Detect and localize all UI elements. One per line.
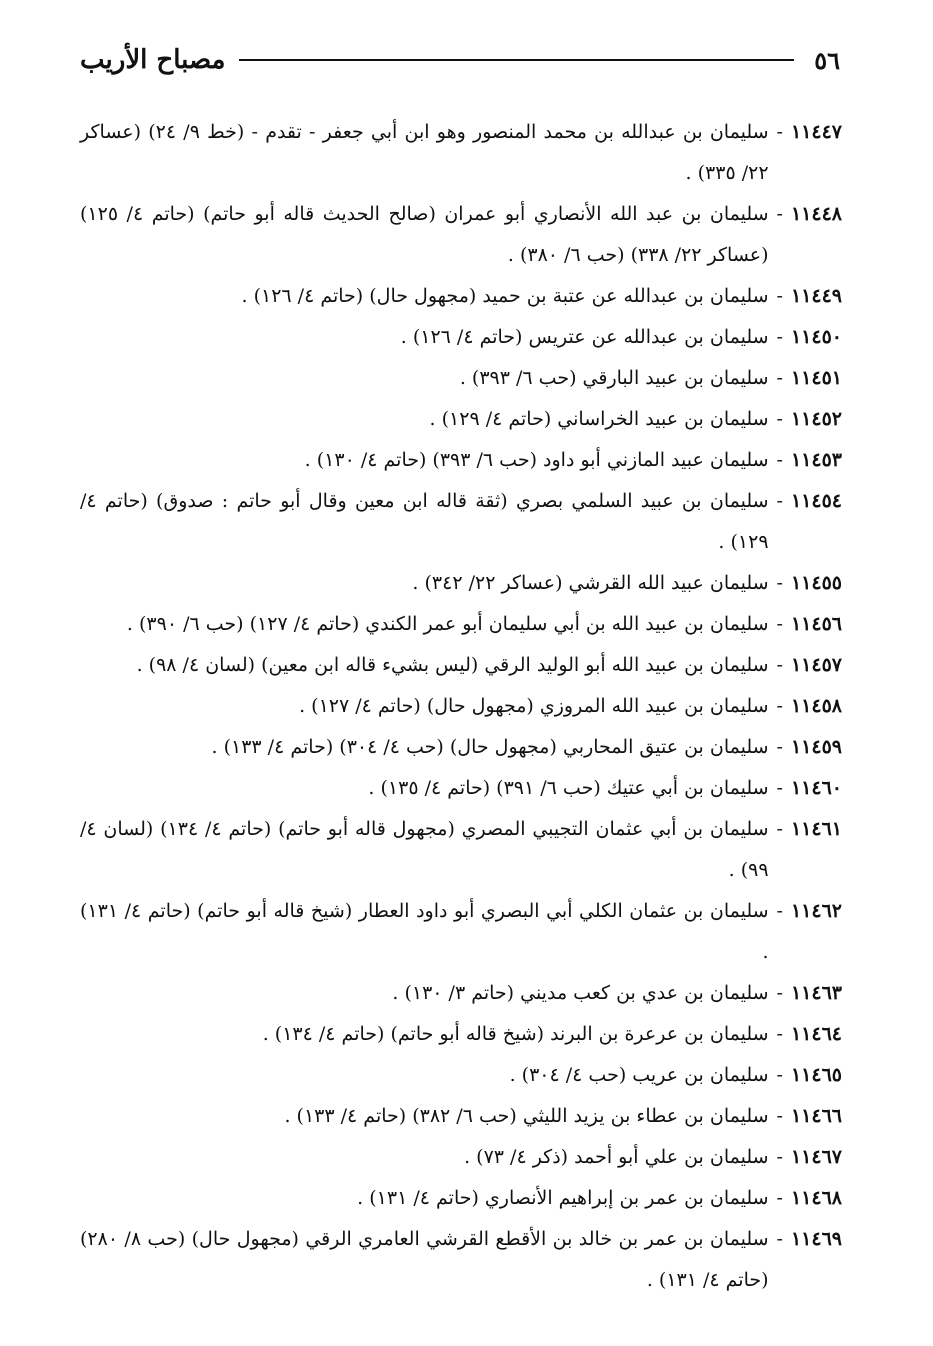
entry [80, 768, 842, 809]
entry-text: سليمان بن عثمان الكلي أبي البصري أبو داود العطار (شيخ قاله أبو حاتم) (حاتم ٤/ ١٣١) . [80, 900, 769, 963]
entry-dash: - [776, 1146, 783, 1168]
entry-dash: - [776, 490, 783, 512]
entry-number: ١١٤٦٦ [790, 1105, 842, 1127]
entry [80, 1096, 842, 1137]
book-title: مصباح الأريب [80, 45, 226, 75]
entry-number: ١١٤٦٠ [790, 777, 842, 799]
entry-text: سليمان عبيد الله القرشي (عساكر ٢٢/ ٣٤٢) . [412, 572, 769, 594]
entry-number: ١١٤٦٣ [790, 982, 842, 1004]
entry-dash: - [776, 613, 783, 635]
entry-dash: - [776, 408, 783, 430]
entry [80, 686, 842, 727]
entry [80, 1137, 842, 1178]
entry-text: سليمان بن عبدالله عن عتبة بن حميد (مجهول حال) (حاتم ٤/ ١٢٦) . [241, 285, 769, 307]
entry-dash: - [776, 1064, 783, 1086]
entry [80, 399, 842, 440]
entry-text: سليمان بن عبدالله عن عتريس (حاتم ٤/ ١٢٦) . [400, 326, 769, 348]
entry-number: ١١٤٥٧ [790, 654, 842, 676]
entry-number: ١١٤٥٣ [790, 449, 842, 471]
entry [80, 358, 842, 399]
entry-text: سليمان بن عبيد الله أبو الوليد الرقي (ليس بشيء قاله ابن معين) (لسان ٤/ ٩٨) . [136, 654, 769, 676]
entry [80, 645, 842, 686]
entries-list [80, 112, 842, 1301]
entry-dash: - [776, 285, 783, 307]
entry [80, 194, 842, 276]
entry-dash: - [776, 326, 783, 348]
entry-number: ١١٤٥٩ [790, 736, 842, 758]
entry-text: سليمان بن عتيق المحاربي (مجهول حال) (حب ٤/ ٣٠٤) (حاتم ٤/ ١٣٣) . [211, 736, 769, 758]
entry-dash: - [776, 777, 783, 799]
entry-text: سليمان بن عبدالله بن محمد المنصور وهو ابن أبي جعفر - تقدم - (خط ٩/ ٢٤) (عساكر ٢٢/ ٣٣٥) . [80, 121, 769, 184]
entry-text: سليمان بن علي أبو أحمد (ذكر ٤/ ٧٣) . [464, 1146, 769, 1168]
entry-number: ١١٤٦٥ [790, 1064, 842, 1086]
entry-number: ١١٤٥٥ [790, 572, 842, 594]
entry-number: ١١٤٦٩ [790, 1228, 842, 1250]
entry-text: سليمان بن عبيد الخراساني (حاتم ٤/ ١٢٩) . [429, 408, 769, 430]
entry-number: ١١٤٥٨ [790, 695, 842, 717]
entry-text: سليمان بن أبي عتيك (حب ٦/ ٣٩١) (حاتم ٤/ ١٣٥) . [368, 777, 769, 799]
entry-text: سليمان بن عرعرة بن البرند (شيخ قاله أبو حاتم) (حاتم ٤/ ١٣٤) . [262, 1023, 769, 1045]
header-rule [239, 59, 794, 61]
entry-text: سليمان بن عبيد السلمي بصري (ثقة قاله ابن معين وقال أبو حاتم : صدوق) (حاتم ٤/ ١٢٩) . [80, 490, 769, 553]
entry [80, 727, 842, 768]
entry-dash: - [776, 982, 783, 1004]
entry [80, 604, 842, 645]
entry-dash: - [776, 1228, 783, 1250]
entry-number: ١١٤٥٢ [790, 408, 842, 430]
entry-dash: - [776, 900, 783, 922]
entry-text: سليمان بن عريب (حب ٤/ ٣٠٤) . [509, 1064, 769, 1086]
entry-number: ١١٤٦٧ [790, 1146, 842, 1168]
entry-text: سليمان بن أبي عثمان التجيبي المصري (مجهول قاله أبو حاتم) (حاتم ٤/ ١٣٤) (لسان ٤/ ٩٩) . [80, 818, 769, 881]
page-number: ٥٦ [814, 45, 840, 75]
entry-number: ١١٤٥١ [790, 367, 842, 389]
entry [80, 317, 842, 358]
entry-dash: - [776, 1105, 783, 1127]
entry-dash: - [776, 367, 783, 389]
entry-number: ١١٤٥٤ [790, 490, 842, 512]
entry [80, 481, 842, 563]
entry [80, 809, 842, 891]
entry [80, 1055, 842, 1096]
entry [80, 1178, 842, 1219]
entry-text: سليمان بن عدي بن كعب مديني (حاتم ٣/ ١٣٠) . [392, 982, 769, 1004]
entry [80, 112, 842, 194]
entry [80, 563, 842, 604]
entry [80, 440, 842, 481]
entry [80, 1219, 842, 1301]
entry-number: ١١٤٦٨ [790, 1187, 842, 1209]
entry-number: ١١٤٦٤ [790, 1023, 842, 1045]
entry-text: سليمان بن عمر بن إبراهيم الأنصاري (حاتم ٤/ ١٣١) . [357, 1187, 769, 1209]
entry-dash: - [776, 736, 783, 758]
entry-dash: - [776, 1187, 783, 1209]
entry-dash: - [776, 818, 783, 840]
entry-dash: - [776, 695, 783, 717]
entry-dash: - [776, 121, 783, 143]
page-header [80, 40, 840, 80]
entry-number: ١١٤٤٩ [790, 285, 842, 307]
entry-dash: - [776, 203, 783, 225]
entry [80, 973, 842, 1014]
entry-number: ١١٤٤٧ [790, 121, 842, 143]
entry-dash: - [776, 654, 783, 676]
entry-number: ١١٤٥٠ [790, 326, 842, 348]
entry [80, 1014, 842, 1055]
entry-dash: - [776, 572, 783, 594]
entry-text: سليمان بن عمر بن خالد بن الأقطع القرشي العامري الرقي (مجهول حال) (حب ٨/ ٢٨٠) (حاتم ٤/ ١٣١) . [80, 1228, 769, 1291]
entry-number: ١١٤٥٦ [790, 613, 842, 635]
entry-text: سليمان بن عبيد الله المروزي (مجهول حال) (حاتم ٤/ ١٢٧) . [299, 695, 769, 717]
entry-dash: - [776, 1023, 783, 1045]
entry-number: ١١٤٤٨ [790, 203, 842, 225]
entry-text: سليمان بن عبد الله الأنصاري أبو عمران (صالح الحديث قاله أبو حاتم) (حاتم ٤/ ١٢٥) (عساكر ٢٢/ ٣٣٨) (حب ٦/ ٣٨٠) . [80, 203, 769, 266]
entry-text: سليمان بن عطاء بن يزيد الليثي (حب ٦/ ٣٨٢) (حاتم ٤/ ١٣٣) . [284, 1105, 769, 1127]
entry-dash: - [776, 449, 783, 471]
entry [80, 276, 842, 317]
entry-text: سليمان بن عبيد البارقي (حب ٦/ ٣٩٣) . [459, 367, 769, 389]
entry-number: ١١٤٦١ [790, 818, 842, 840]
entry [80, 891, 842, 973]
entry-text: سليمان بن عبيد الله بن أبي سليمان أبو عمر الكندي (حاتم ٤/ ١٢٧) (حب ٦/ ٣٩٠) . [126, 613, 769, 635]
entry-number: ١١٤٦٢ [790, 900, 842, 922]
entry-text: سليمان عبيد المازني أبو داود (حب ٦/ ٣٩٣) (حاتم ٤/ ١٣٠) . [304, 449, 769, 471]
